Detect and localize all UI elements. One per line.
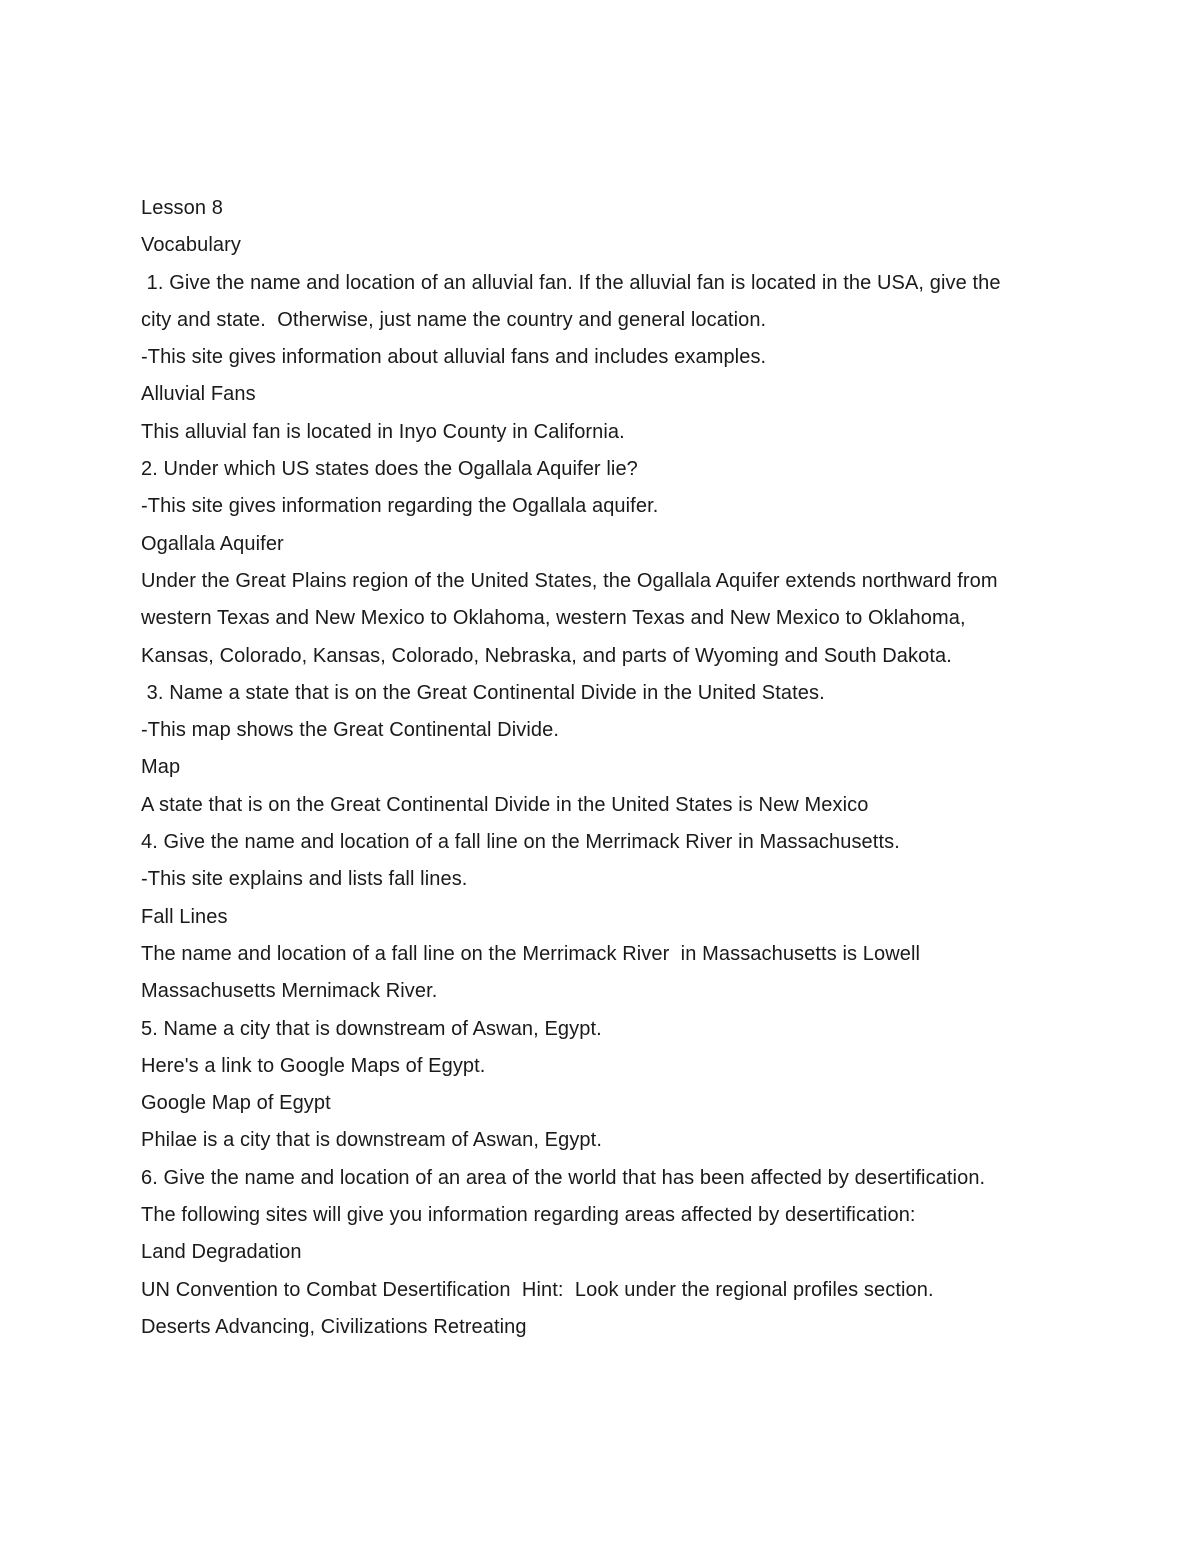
link-alluvial-fans: Alluvial Fans xyxy=(141,383,256,406)
link-land-degradation: Land Degradation xyxy=(141,1241,302,1264)
lesson-title: Lesson 8 xyxy=(141,197,223,219)
document-body xyxy=(141,192,1081,1348)
link-map: Map xyxy=(141,756,181,779)
question-5: 5. Name a city that is downstream of Aswan, Egypt. xyxy=(141,1017,602,1040)
answer-2-line-2: western Texas and New Mexico to Oklahoma, western Texas and New Mexico to Oklahoma, xyxy=(141,607,966,630)
question-1-line-1: 1. Give the name and location of an alluvial fan. If the alluvial fan is located in the USA, give the xyxy=(141,271,1001,294)
link-ogallala-aquifer: Ogallala Aquifer xyxy=(141,532,284,555)
question-4-resource-note: -This site explains and lists fall lines. xyxy=(141,868,468,891)
link-fall-lines: Fall Lines xyxy=(141,905,228,928)
question-1-resource-note: -This site gives information about alluvial fans and includes examples. xyxy=(141,346,767,369)
answer-2-line-1: Under the Great Plains region of the United States, the Ogallala Aquifer extends northward from xyxy=(141,569,998,592)
question-6: 6. Give the name and location of an area of the world that has been affected by desertification. xyxy=(141,1166,986,1189)
question-2-resource-note: -This site gives information regarding the Ogallala aquifer. xyxy=(141,495,659,518)
link-un-convention: UN Convention to Combat Desertification Hint: Look under the regional profiles section. xyxy=(141,1278,934,1301)
question-4: 4. Give the name and location of a fall line on the Merrimack River in Massachusetts. xyxy=(141,831,900,854)
section-heading-vocabulary: Vocabulary xyxy=(141,234,241,257)
question-6-resource-note: The following sites will give you information regarding areas affected by desertification: xyxy=(141,1204,916,1227)
answer-4-line-2: Massachusetts Mernimack River. xyxy=(141,980,438,1003)
question-3-resource-note: -This map shows the Great Continental Divide. xyxy=(141,719,560,742)
answer-3: A state that is on the Great Continental Divide in the United States is New Mexico xyxy=(141,793,869,816)
answer-5: Philae is a city that is downstream of Aswan, Egypt. xyxy=(141,1129,602,1152)
link-google-map-of-egypt: Google Map of Egypt xyxy=(141,1092,331,1115)
question-2: 2. Under which US states does the Ogallala Aquifer lie? xyxy=(141,458,638,481)
answer-4-line-1: The name and location of a fall line on the Merrimack River in Massachusetts is Lowell xyxy=(141,942,921,965)
question-3: 3. Name a state that is on the Great Continental Divide in the United States. xyxy=(141,681,825,704)
answer-1: This alluvial fan is located in Inyo County in California. xyxy=(141,420,625,443)
link-deserts-advancing: Deserts Advancing, Civilizations Retreating xyxy=(141,1315,527,1338)
question-5-resource-note: Here's a link to Google Maps of Egypt. xyxy=(141,1054,486,1077)
question-1-line-2: city and state. Otherwise, just name the country and general location. xyxy=(141,308,767,331)
answer-2-line-3: Kansas, Colorado, Kansas, Colorado, Nebraska, and parts of Wyoming and South Dakota. xyxy=(141,644,952,667)
